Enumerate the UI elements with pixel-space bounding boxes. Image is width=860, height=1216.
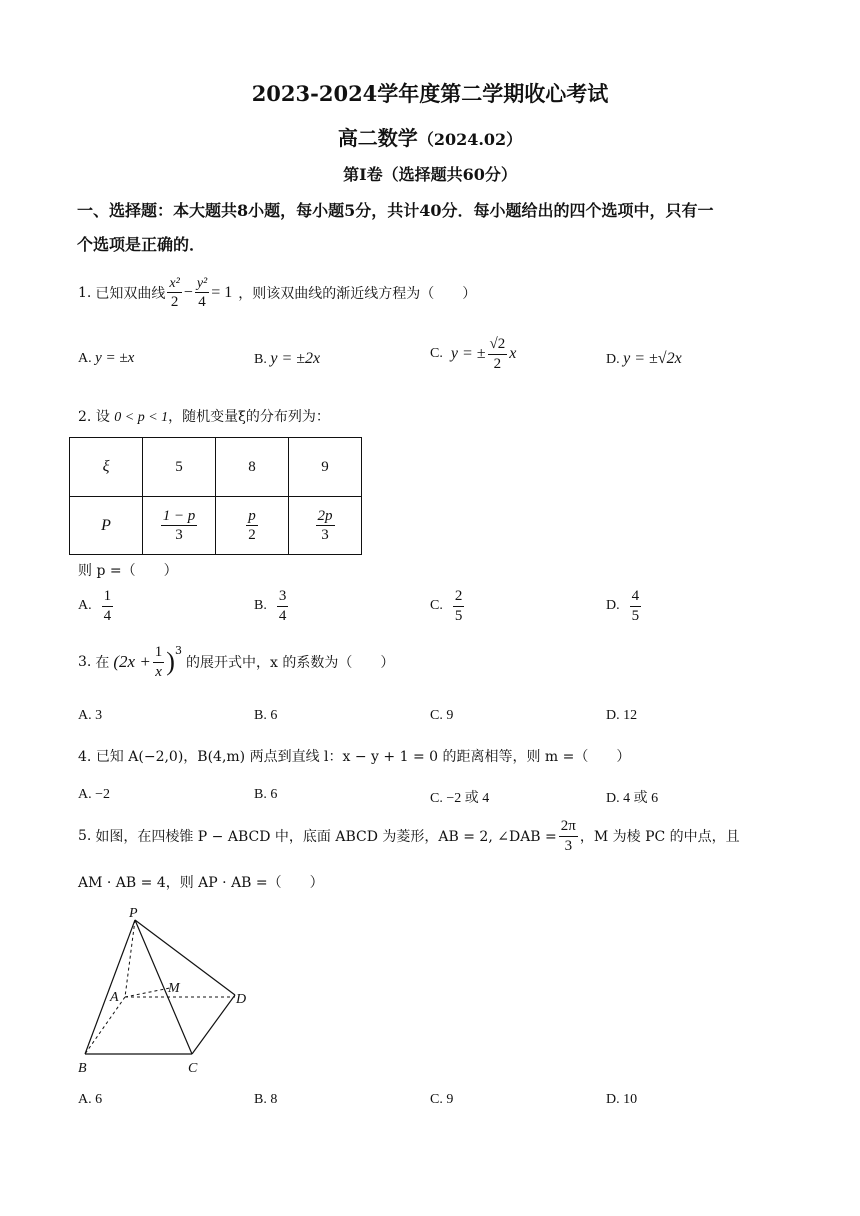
question-text: 已知双曲线 [95, 286, 166, 303]
table-cell: $\frac{1 - p}{3}$ [143, 497, 216, 555]
edge-ab [85, 997, 125, 1054]
fraction: $\frac{1}{x}$ [154, 644, 163, 680]
subject-name: 高二数学 [337, 126, 418, 150]
q3-option-c[interactable]: C. 9 [430, 708, 454, 723]
question-4 [78, 746, 630, 766]
condition: 0 < p < 1 [114, 410, 169, 425]
q4-option-a[interactable]: A. −2 [78, 787, 111, 802]
question-1 [78, 276, 476, 311]
label-m: M [168, 981, 180, 996]
q3-option-d[interactable]: D. 12 [606, 708, 638, 723]
q5-option-d[interactable]: D. 10 [606, 1092, 638, 1107]
q3-option-a[interactable]: A. 3 [78, 708, 103, 723]
section-instruction-line1: 一、选择题：本大题共8小题，每小题5分，共计40分．每小题给出的四个选项中，只有一 [77, 201, 714, 220]
operator: − [183, 284, 193, 302]
question-3 [78, 644, 394, 680]
segment-am [125, 988, 170, 997]
q1-option-c[interactable]: C. y = ± $\frac{√2}{2}$ x [430, 336, 517, 372]
table-cell: $\frac{2p}{3}$ [289, 497, 362, 555]
q1-option-b[interactable]: B. y = ±2x [254, 350, 321, 367]
question-text: 在 [95, 655, 110, 671]
question-text: 设 [95, 409, 110, 425]
question-number: 3. [78, 654, 92, 670]
question-2 [78, 406, 330, 426]
edge-cd [192, 995, 235, 1054]
label-p: P [129, 906, 138, 921]
label-c: C [188, 1061, 198, 1076]
exam-title: 2023-2024学年度第二学期收心考试 [251, 81, 609, 106]
label-d: D [236, 992, 247, 1007]
q2-option-c[interactable]: C. $\frac{2}{5}$ [430, 588, 463, 624]
question-text: 已知 A(−2,0)，B(4,m) 两点到直线 l：x − y + 1 = 0 的距离相等，则 m =（ ） [95, 749, 631, 765]
expression: (2x + [113, 652, 151, 671]
q2-option-a[interactable]: A. $\frac{1}{4}$ [78, 588, 112, 624]
edge-pb [85, 920, 135, 1054]
expression-close: ) [166, 647, 175, 676]
table-cell: $\frac{p}{2}$ [216, 497, 289, 555]
question-text: ，随机变量ξ的分布列为： [168, 409, 330, 425]
q4-option-b[interactable]: B. 6 [254, 787, 278, 802]
question-number: 1. [78, 285, 92, 302]
q5-option-b[interactable]: B. 8 [254, 1092, 278, 1107]
exponent: 3 [174, 644, 182, 657]
table-cell: 8 [216, 438, 289, 497]
q4-option-d[interactable]: D. 4 或 6 [606, 791, 659, 806]
label-a: A [110, 990, 119, 1005]
label-b: B [78, 1061, 87, 1076]
q1-option-a[interactable]: A. y = ±x [78, 350, 135, 366]
table-cell: 5 [143, 438, 216, 497]
question-number: 2. [78, 409, 92, 425]
edge-pa [125, 920, 135, 997]
distribution-table [69, 437, 362, 555]
question-number: 4. [78, 749, 92, 765]
fraction: $\frac{2\pi}{3}$ [560, 818, 576, 854]
question-2-prompt: 则 p =（ ） [78, 563, 178, 579]
equation-rhs: = 1 [211, 284, 233, 302]
q2-option-d[interactable]: D. $\frac{4}{5}$ [606, 588, 640, 624]
fraction: $\frac{\text{x²}}{2}$ [169, 276, 180, 311]
question-5 [78, 818, 740, 854]
q2-option-b[interactable]: B. $\frac{3}{4}$ [254, 588, 287, 624]
section-heading: 第Ⅰ卷（选择题共60分） [343, 165, 517, 184]
question-5-line2: AM · AB = 4，则 AP · AB =（ ） [78, 875, 324, 891]
table-cell: ξ [70, 438, 143, 497]
edge-pd [135, 920, 235, 995]
table-cell: 9 [289, 438, 362, 497]
edge-pc [135, 920, 192, 1054]
question-text: 的展开式中，x 的系数为（ ） [185, 655, 395, 671]
q5-option-a[interactable]: A. 6 [78, 1092, 103, 1107]
question-text: 如图，在四棱锥 P − ABCD 中，底面 ABCD 为菱形，AB = 2, ∠DAB = [95, 829, 557, 845]
pyramid-figure [70, 904, 270, 1079]
section-instruction-line2: 个选项是正确的． [77, 235, 206, 254]
question-number: 5. [78, 828, 92, 844]
question-text: ，则该双曲线的渐近线方程为（ ） [238, 286, 477, 303]
fraction: $\frac{\text{y²}}{4}$ [196, 276, 208, 311]
q1-option-d[interactable]: D. y = ±√2x [606, 350, 682, 367]
exam-subtitle [0, 122, 860, 151]
q3-option-b[interactable]: B. 6 [254, 708, 278, 723]
table-cell: P [70, 497, 143, 555]
q4-option-c[interactable]: C. −2 或 4 [430, 791, 490, 806]
q5-option-c[interactable]: C. 9 [430, 1092, 454, 1107]
exam-date: （2024.02） [417, 130, 523, 149]
question-text: ，M 为棱 PC 的中点，且 [579, 829, 740, 845]
